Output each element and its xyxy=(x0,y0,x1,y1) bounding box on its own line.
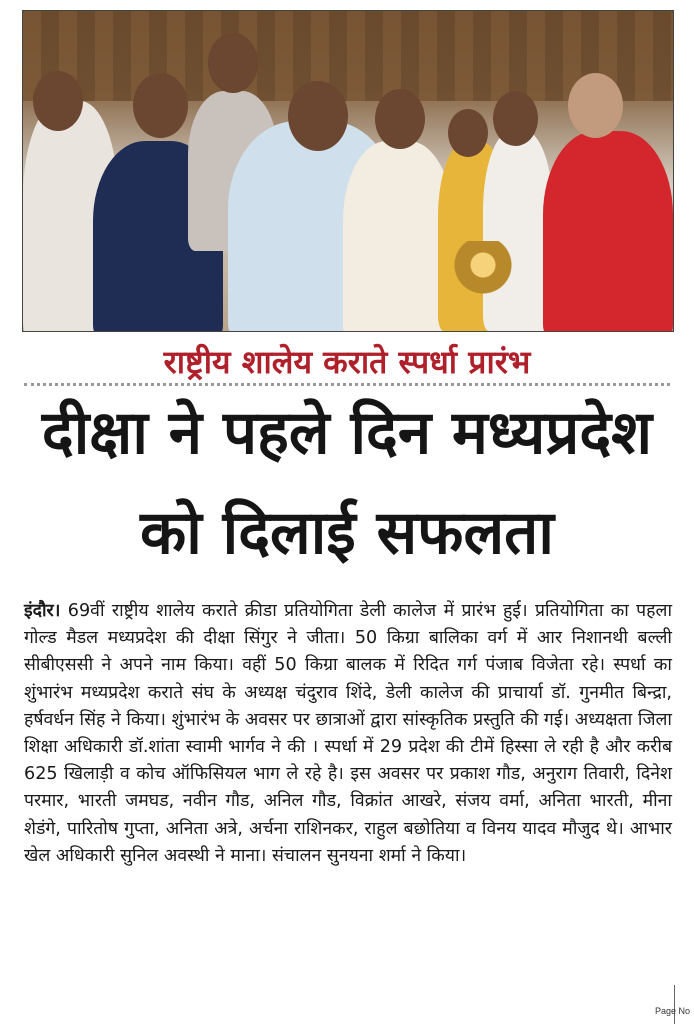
news-photo xyxy=(22,10,674,332)
article-dateline: इंदौर। xyxy=(24,601,61,621)
person-head xyxy=(33,71,83,131)
article-text: 69वीं राष्ट्रीय शालेय कराते क्रीडा प्रतियोगिता डेली कालेज में प्रारंभ हुई। प्रतियोगिता का पहला गोल्ड मैडल मध्यप्रदेश की दीक्षा सिंगुर ने जीता। 50 किग्रा बालिका वर्ग में आर निशानथी बल्ली सीबीएससी ने अपने नाम किया। वहीं 50 किग्रा बालक में रिदित गर्ग पंजाब विजेता रहे। स्पर्धा का शुंभारंभ मध्यप्रदेश कराते संघ के अध्यक्ष चंदुराव शिंदे, डेली कालेज की प्राचार्या डॉ. गुनमीत बिन्द्रा, हर्षवर्धन सिंह ने किया। शुंभारंभ के अवसर पर छात्राओं द्वारा सांस्कृतिक प्रस्तुति की गई। अध्यक्षता जिला शिक्षा अधिकारी डॉ.शांता स्वामी भार्गव ने की । स्पर्धा में 29 प्रदेश की टीमें हिस्सा ले रही है और करीब 625 खिलाड़ी व कोच ऑफिसियल भाग ले रहे है। इस अवसर पर प्रकाश गौड, अनुराग तिवारी, दिनेश परमार, भारती जमघड, नवीन गौड, अनिल गौड, विक्रांत आखरे, संजय वर्मा, अनिता भारती, मीना शेडंगे, पारितोष गुप्ता, अनिता अत्रे, अर्चना राशिनकर, राहुल बछोतिया व विनय यादव मौजुद थे। आभार खेल अधिकारी सुनिल अवस्थी ने माना। संचालन सुनयना शर्मा ने किया। xyxy=(24,601,673,866)
dotted-divider xyxy=(24,383,670,386)
column-rule xyxy=(674,985,675,1024)
kicker-heading: राष्ट्रीय शालेय कराते स्पर्धा प्रारंभ xyxy=(163,343,531,381)
person-head xyxy=(208,33,258,93)
oil-lamp-icon xyxy=(453,241,513,321)
person-head xyxy=(568,73,623,138)
person-figure xyxy=(543,131,673,332)
person-head xyxy=(133,73,188,138)
headline-line-1: दीक्षा ने पहले दिन मध्यप्रदेश xyxy=(41,398,653,468)
page-number-label: Page No xyxy=(654,1006,690,1016)
person-head xyxy=(493,91,538,146)
person-head xyxy=(448,109,488,157)
person-head xyxy=(288,81,348,151)
article-body xyxy=(24,598,672,870)
person-head xyxy=(375,89,425,149)
person-figure xyxy=(343,141,453,332)
headline-line-2: को दिलाई सफलता xyxy=(140,498,554,568)
